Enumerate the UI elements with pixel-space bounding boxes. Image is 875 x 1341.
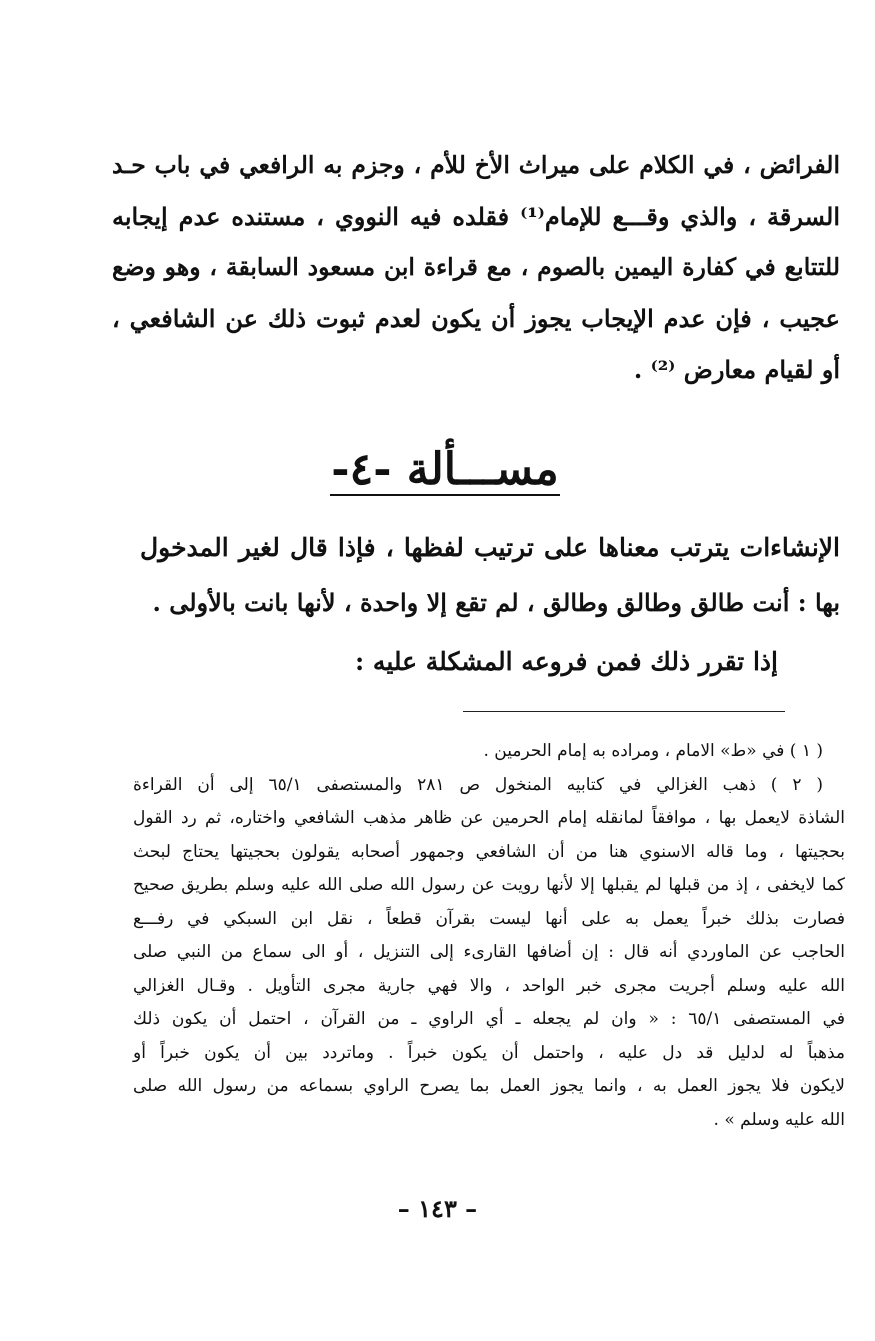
section-line: إذا تقرر ذلك فمن فروعه المشكلة عليه : [355, 647, 778, 676]
section-text [140, 520, 840, 689]
section-line: بها : أنت طالق وطالق وطالق ، لم تقع إلا واحدة ، لأنها بانت بالأولى . [152, 588, 840, 617]
footnote-line: في المستصفى ٦٥/١ : « وان لم يجعله ـ أي الراوي ـ من القرآن ، احتمل أن يكون ذلك [133, 1009, 845, 1029]
footnote-line: مذهباً له لدليل قد دل عليه ، واحتمل أن يكون خبراً . وماتردد بين أن يكون خبراً أو [133, 1042, 845, 1063]
body-text [112, 140, 840, 395]
body-line: الفرائض ، في الكلام على ميراث الأخ للأم ، وجزم به الرافعي في باب حـد [112, 151, 840, 179]
footnote-line: بحجيتها ، وما قاله الاسنوي هنا من أن الشافعي وجمهور أصحابه يقولون بحجيتها يحتاج لبحث [133, 841, 845, 862]
footnotes [133, 735, 845, 1137]
section-line: الإنشاءات يترتب معناها على ترتيب لفظها ، فإذا قال لغير المدخول [140, 533, 840, 562]
body-line: عجيب ، فإن عدم الإيجاب يجوز أن يكون لعدم ثبوت ذلك عن الشافعي ، [112, 304, 840, 333]
heading-underline [330, 494, 560, 496]
footnote-line: ( ١ ) في «ط» الامام ، ومراده به إمام الحرمين . [483, 741, 823, 761]
footnote-line: لايكون فلا يجوز العمل به ، وانما يجوز العمل بما يصرح الراوي بسماعه من رسول الله صلى [133, 1076, 845, 1096]
body-line: للتتابع في كفارة اليمين بالصوم ، مع قراءة ابن مسعود السابقة ، وهو وضع [112, 253, 840, 281]
footnote-separator [463, 711, 785, 712]
body-line: أو لقيام معارض ⁽²⁾ . [633, 355, 840, 384]
footnote-line: الله عليه وسلم » . [713, 1109, 845, 1130]
footnote-line: ( ٢ ) ذهب الغزالي في كتابيه المنخول ص ٢٨١ والمستصفى ٦٥/١ إلى أن القراءة [133, 774, 824, 795]
body-line: السرقة ، والذي وقـــع للإمام⁽¹⁾ فقلده فيه النووي ، مستنده عدم إيجابه [112, 202, 840, 231]
page-number: – ١٤٣ – [397, 1194, 478, 1223]
footnote-line: الحاجب عن الماوردي أنه قال : إن أضافها القارىء إلى التنزيل ، أو الى سماع من النبي صلى [133, 942, 845, 962]
footnote-line: الله عليه وسلم أجريت مجرى خبر الواحد ، والا فهي جارية مجرى التأويل . وقـال الغزالي [133, 975, 845, 996]
section-heading: مســـألة -٤- [331, 444, 559, 495]
footnote-line: الشاذة لايعمل بها ، موافقاً لمانقله إمام الحرمين عن ظاهر مذهب الشافعي واختاره، ثم رد القول [133, 808, 845, 828]
footnote-line: فصارت بذلك خبراً يعمل به على أنها ليست بقرآن قطعاً ، نقل ابن السبكي في رفـــع [133, 908, 845, 929]
footnote-line: كما لايخفى ، إذ من قبلها لم يقبلها إلا لأنها رويت عن رسول الله صلى الله عليه وسلم بطريق صحيح [133, 875, 845, 895]
